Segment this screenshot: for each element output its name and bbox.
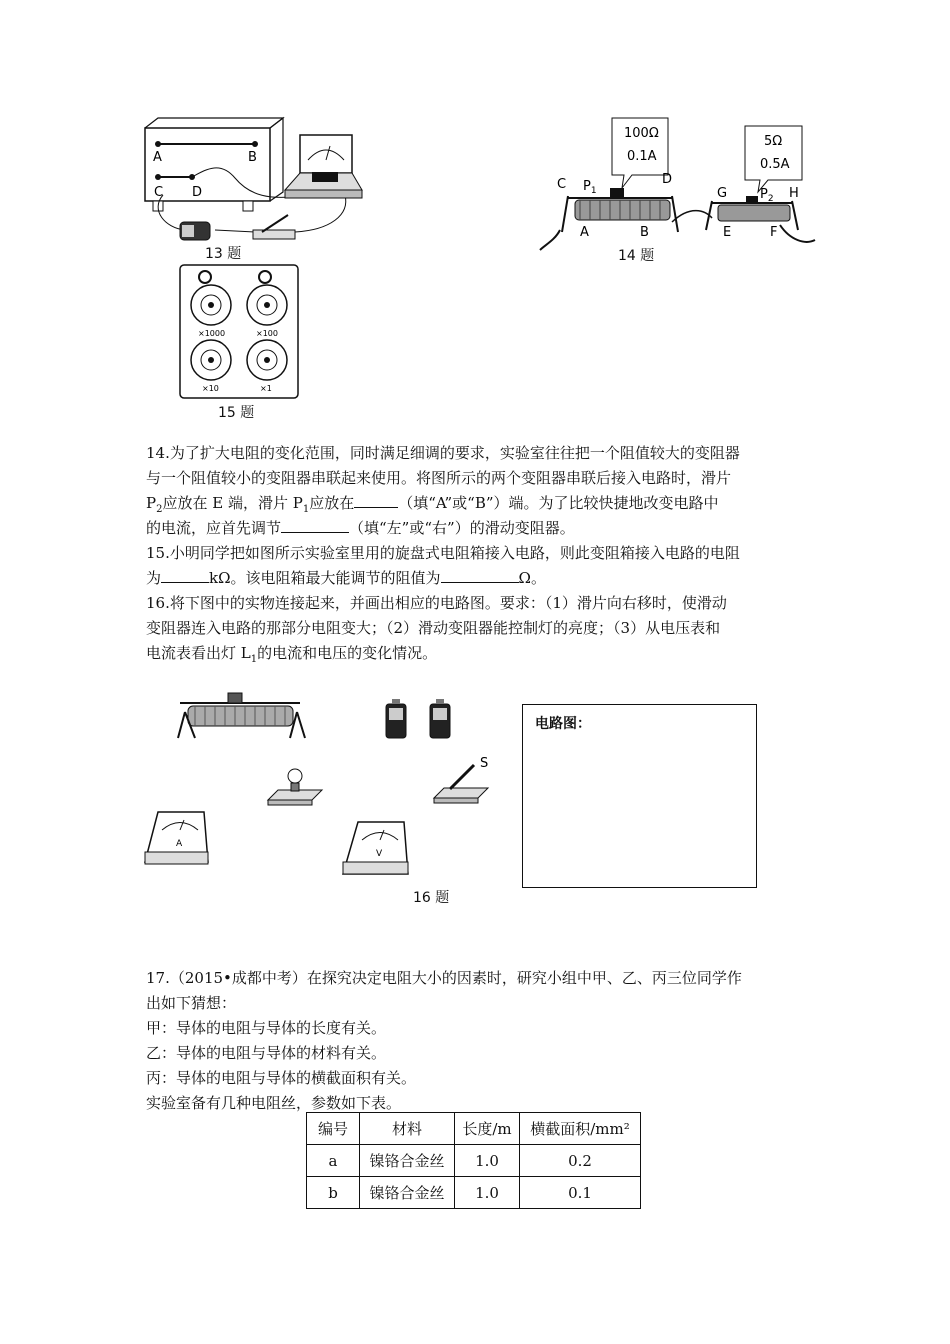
circuit-diagram-box[interactable]: [522, 704, 757, 888]
figure-13-caption: 13 题: [205, 246, 242, 262]
q14-line4: 的电流，应首先调节 （填“左”或“右”）的滑动变阻器。: [146, 516, 816, 541]
terminal-14-E: E: [723, 225, 732, 240]
terminal-B: B: [248, 150, 257, 165]
table-cell: 镍铬合金丝: [360, 1145, 455, 1177]
lamp-16: [268, 769, 322, 805]
q16-line2: 变阻器连入电路的那部分电阻变大；（2）滑动变阻器能控制灯的亮度；（3）从电压表和: [146, 619, 721, 637]
table-cell: 0.1: [520, 1177, 641, 1209]
voltmeter-16: [343, 822, 408, 874]
tag-100-ohm: 100Ω: [624, 126, 659, 141]
table-cell: 1.0: [455, 1145, 520, 1177]
q17-line2: 出如下猜想：: [146, 994, 237, 1012]
q16-line3: 电流表看出灯 $L_1$的电流和电压的变化情况。: [146, 644, 438, 665]
terminal-14-B: B: [640, 225, 649, 240]
table-header: 材料: [360, 1113, 455, 1145]
q16-line1: 16.将下图中的实物连接起来，并画出相应的电路图。要求：（1）滑片向右移时，使滑动: [146, 594, 727, 612]
table-header-row: [307, 1113, 641, 1145]
q17-line5: 丙：导体的电阻与导体的横截面积有关。: [146, 1069, 417, 1087]
question-17: [146, 966, 816, 1116]
switch-label: S: [480, 756, 489, 771]
table-cell: 1.0: [455, 1177, 520, 1209]
table-cell: b: [307, 1177, 360, 1209]
tag-0.1A: 0.1A: [627, 149, 657, 164]
tag-5-ohm: 5Ω: [764, 134, 783, 149]
multiplier-x1: ×1: [260, 384, 272, 393]
voltmeter-label: V: [376, 849, 383, 859]
multiplier-x100: ×100: [256, 329, 278, 338]
figure-16-caption: 16 题: [413, 890, 450, 906]
rheostat-16: [178, 693, 305, 738]
q14-line1: 14.为了扩大电阻的变化范围，同时满足细调的要求，实验室往往把一个阻值较大的变阻器: [146, 444, 740, 462]
q17-line4: 乙：导体的电阻与导体的材料有关。: [146, 1044, 387, 1062]
ammeter-label: A: [176, 839, 183, 849]
table-cell: a: [307, 1145, 360, 1177]
q15-line1: 15.小明同学把如图所示实验室里用的旋盘式电阻箱接入电路，则此变阻箱接入电路的电阻: [146, 544, 740, 562]
table-cell: 镍铬合金丝: [360, 1177, 455, 1209]
table-header: 长度/m: [455, 1113, 520, 1145]
table-row: [307, 1145, 641, 1177]
terminal-14-C: C: [557, 177, 567, 192]
q17-line3: 甲：导体的电阻与导体的长度有关。: [146, 1019, 387, 1037]
multiplier-x1000: ×1000: [198, 329, 226, 338]
q17-line6: 实验室备有几种电阻丝，参数如下表。: [146, 1094, 402, 1112]
terminal-C: C: [154, 185, 164, 200]
terminal-14-P2: $P_2$: [760, 187, 774, 204]
terminal-14-A: A: [580, 225, 589, 240]
battery-16-2: [430, 699, 450, 738]
wire-parameters-table: [306, 1112, 641, 1209]
ammeter-16: [145, 812, 208, 864]
terminal-14-P1: $P_1$: [583, 179, 597, 196]
terminal-D: D: [192, 185, 203, 200]
table-cell: 0.2: [520, 1145, 641, 1177]
terminal-A: A: [153, 150, 162, 165]
table-header: 编号: [307, 1113, 360, 1145]
q17-line1: 17.（2015•成都中考）在探究决定电阻大小的因素时，研究小组中甲、乙、丙三位同学作: [146, 969, 742, 987]
figure-15-caption: 15 题: [218, 405, 255, 421]
q14-line2: 与一个阻值较小的变阻器串联起来使用。将图所示的两个变阻器串联后接入电路时，滑片: [146, 469, 732, 487]
tag-0.5A: 0.5A: [760, 157, 790, 172]
terminal-14-H: H: [789, 186, 799, 201]
multiplier-x10: ×10: [202, 384, 219, 393]
terminal-14-G: G: [717, 186, 728, 201]
q14-line3: $P_2$应放在 E 端，滑片 $P_1$应放在 （填“A”或“B”）端。为了比较快捷地改变电路中: [146, 491, 816, 516]
figure-14-caption: 14 题: [618, 248, 655, 264]
table-header: 横截面积/mm²: [520, 1113, 641, 1145]
switch-16: [434, 756, 488, 803]
terminal-14-F: F: [770, 225, 778, 240]
circuit-diagram-label: 电路图：: [535, 716, 591, 732]
terminal-14-D: D: [662, 172, 673, 187]
battery-16-1: [386, 699, 406, 738]
table-row: [307, 1177, 641, 1209]
q15-line2: 为 kΩ。该电阻箱最大能调节的阻值为 Ω。: [146, 566, 816, 591]
